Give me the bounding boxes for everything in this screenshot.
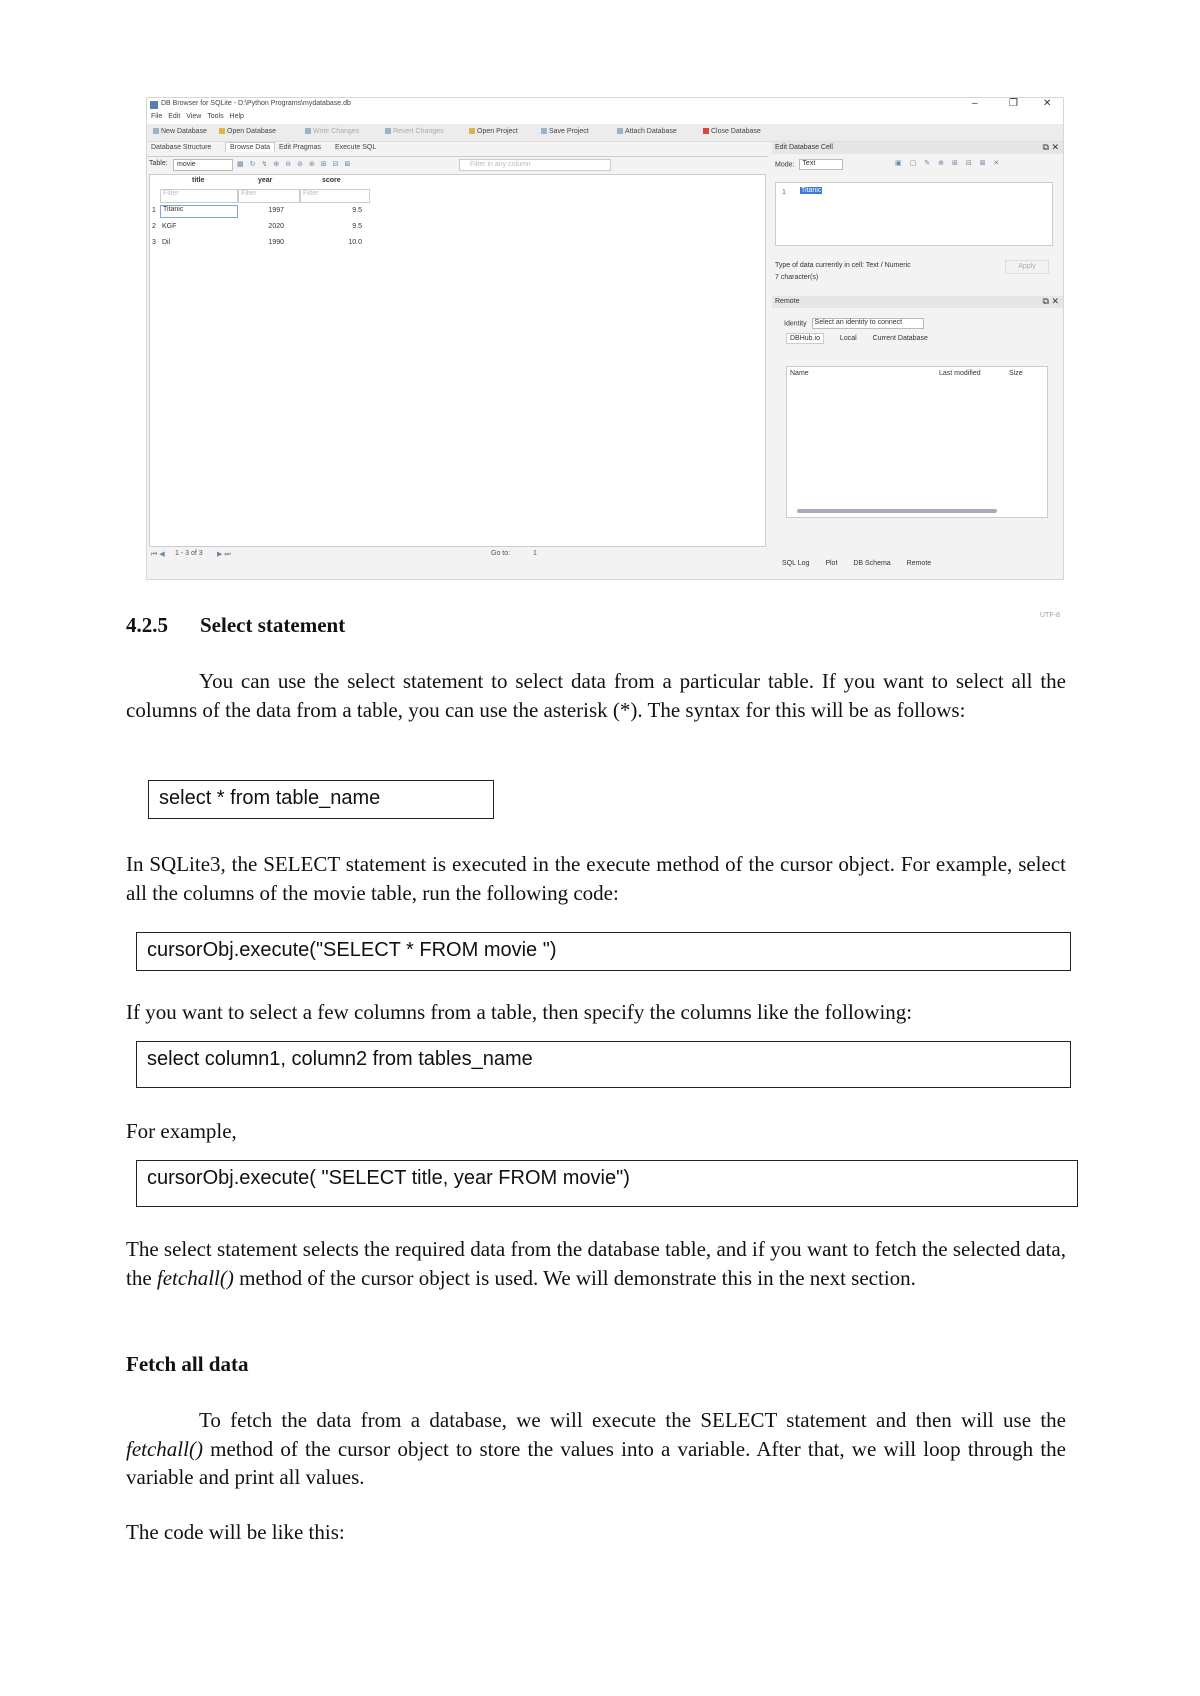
tab-edit-pragmas[interactable]: Edit Pragmas [279,144,322,151]
pager-status: 1 - 3 of 3 [175,550,203,557]
table-label: Table: [149,160,168,167]
subheading-fetch-all-data: Fetch all data [126,1352,249,1376]
table-select-value: movie [177,161,196,168]
open-database-button[interactable]: Open Database [219,128,276,135]
tab-sql-log[interactable]: SQL Log [782,560,810,567]
grid-statusbar [147,548,768,562]
row-number: 1 [152,207,156,214]
db-browser-screenshot [146,97,1064,619]
section-heading [126,613,345,638]
maximize-icon[interactable]: ❐ [1009,98,1018,109]
identity-select-value: Select an identity to connect [814,319,903,326]
identity-row [784,318,924,329]
table-filter-row [147,158,768,172]
mode-label: Mode: [775,161,795,169]
dock-bottom-tabs [782,560,945,567]
menu-file[interactable]: File [151,113,163,120]
remote-col-size[interactable]: Size [1009,370,1023,377]
menu-tools[interactable]: Tools [207,113,224,120]
mode-select[interactable] [799,159,843,170]
pager-first-icon[interactable]: ⏮ ◀ [151,551,165,558]
table-cell[interactable]: 2020 [268,223,284,230]
dock-close-icon[interactable]: ⧉ ✕ [1042,142,1059,152]
tab-plot[interactable]: Plot [825,560,838,567]
fetchall-method-name: fetchall() [156,1265,234,1290]
remote-tabs [786,335,942,342]
goto-input[interactable]: 1 [533,550,537,557]
pager-last-icon[interactable]: ▶ ⏭ [217,551,231,558]
identity-label: Identity [784,320,807,328]
cell-editor[interactable] [775,182,1053,246]
goto-label: Go to: [491,550,511,557]
write-changes-button[interactable]: Write Changes [305,128,359,135]
identity-select[interactable] [812,318,924,329]
window-title: DB Browser for SQLite - D:\Python Programs\mydatabase.db [161,100,351,107]
table-cell[interactable]: 1990 [268,239,284,246]
close-database-button[interactable]: Close Database [703,128,761,135]
row-number: 2 [152,223,156,230]
tab-database-structure[interactable]: Database Structure [151,144,212,151]
code-box-execute-select-all: cursorObj.execute("SELECT * FROM movie ") [136,932,1071,971]
menu-help[interactable]: Help [229,113,244,120]
table-select[interactable] [173,159,233,171]
data-grid [149,174,766,547]
column-header-score[interactable]: score [322,177,341,184]
cell-type-info [775,260,911,284]
tab-remote[interactable]: Remote [906,560,932,567]
table-cell[interactable]: 1997 [268,207,284,214]
text-run: To fetch the data from a database, we will execute the SELECT statement and then will use the [199,1408,1066,1432]
main-tabs [147,142,768,157]
edit-cell-title: Edit Database Cell [775,144,833,151]
window-titlebar [147,98,1063,112]
text-run: method of the cursor object is used. We will demonstrate this in the next section. [233,1265,916,1290]
encoding-indicator: UTF-8 [1040,612,1060,619]
paragraph-sqlite-execute: In SQLite3, the SELECT statement is executed in the execute method of the cursor object. For example, select all the columns of the movie table, run the following code: [126,852,1066,905]
filter-cell-year[interactable]: Filter [238,189,300,203]
apply-button[interactable]: Apply [1005,260,1049,274]
tab-db-schema[interactable]: DB Schema [853,560,891,567]
tab-browse-data[interactable]: Browse Data [225,142,275,152]
right-dock [772,142,1063,619]
minimize-icon[interactable]: – [972,98,978,109]
horizontal-scrollbar[interactable] [797,509,997,513]
menu-edit[interactable]: Edit [168,113,181,120]
main-toolbar [147,124,1063,142]
text-run: method of the cursor object to store the values into a variable. After that, we will loop through the variable and print all values. [126,1436,1066,1489]
paragraph-select-columns: If you want to select a few columns from a table, then specify the columns like the following: [126,1000,913,1024]
app-icon [150,101,158,109]
new-database-button[interactable]: New Database [153,128,207,135]
menu-bar [147,112,1063,124]
open-project-button[interactable]: Open Project [469,128,518,135]
code-box-execute-select-columns: cursorObj.execute( "SELECT title, year FROM movie") [136,1160,1078,1207]
tab-current-database[interactable]: Current Database [872,335,928,342]
paragraph-for-example: For example, [126,1119,237,1143]
type-info-text: Type of data currently in cell: Text / Numeric [775,262,911,269]
filter-any-column-placeholder: Filter in any column [470,161,531,168]
row-number: 3 [152,239,156,246]
table-cell[interactable]: Titanic [160,205,238,218]
remote-title: Remote [775,298,800,305]
cell-editor-tools-icons[interactable]: ▣▢✎⊕⊞⊟⊠✕ [895,160,1008,167]
remote-file-list[interactable] [786,366,1048,518]
paragraph-code-intro: The code will be like this: [126,1520,345,1544]
table-cell[interactable]: Dil [162,239,171,246]
filter-cell-score[interactable]: Filter [300,189,370,203]
paragraph-fetch-data [126,1406,1066,1492]
code-box-select-columns-syntax: select column1, column2 from tables_name [136,1041,1071,1088]
grid-toolbar-icons[interactable]: ▦↻↯⊕⊖⊘⊛⊞⊟⊠ [237,161,357,168]
close-icon[interactable]: ✕ [1043,98,1052,109]
filter-any-column-input[interactable] [459,159,611,171]
paragraph-select-intro: You can use the select statement to select data from a particular table. If you want to select all the columns of the data from a table, you can use the asterisk (*). The syntax for this will be as follows: [126,669,1066,722]
section-title: Select statement [200,613,346,637]
column-header-year[interactable]: year [258,177,273,184]
char-count-text: 7 character(s) [775,274,819,281]
filter-cell-title[interactable]: Filter [160,189,238,203]
mode-select-value: Text [802,160,816,167]
table-cell[interactable]: KGF [162,223,177,230]
menu-view[interactable]: View [186,113,202,120]
table-cell[interactable]: 9.5 [352,207,362,214]
remote-col-name[interactable]: Name [790,370,809,377]
tab-execute-sql[interactable]: Execute SQL [335,144,377,151]
remote-col-last-modified[interactable]: Last modified [939,370,981,377]
mode-row [775,159,1008,170]
revert-changes-button[interactable]: Revert Changes [385,128,444,135]
dock-close-icon[interactable]: ⧉ ✕ [1042,296,1059,306]
code-box-select-syntax: select * from table_name [148,780,494,819]
save-project-button[interactable]: Save Project [541,128,589,135]
editor-selected-text[interactable]: Titanic [801,187,822,194]
browse-data-pane [147,142,768,579]
tab-local[interactable]: Local [839,335,857,342]
editor-line-number: 1 [782,189,786,196]
remote-dock-title [772,296,1063,308]
paragraph-fetchall-intro [126,1235,1066,1292]
text-run: The select statement selects the required data from the database table, and if you want to fetch the selected data, the [126,1237,1066,1290]
edit-cell-dock-title [772,142,1063,154]
fetchall-method-name: fetchall() [126,1436,203,1461]
tab-dbhub[interactable]: DBHub.io [786,333,824,344]
section-number: 4.2.5 [126,613,168,637]
attach-database-button[interactable]: Attach Database [617,128,677,135]
table-cell[interactable]: 9.5 [352,223,362,230]
column-header-title[interactable]: title [192,177,205,184]
table-cell[interactable]: 10.0 [348,239,362,246]
